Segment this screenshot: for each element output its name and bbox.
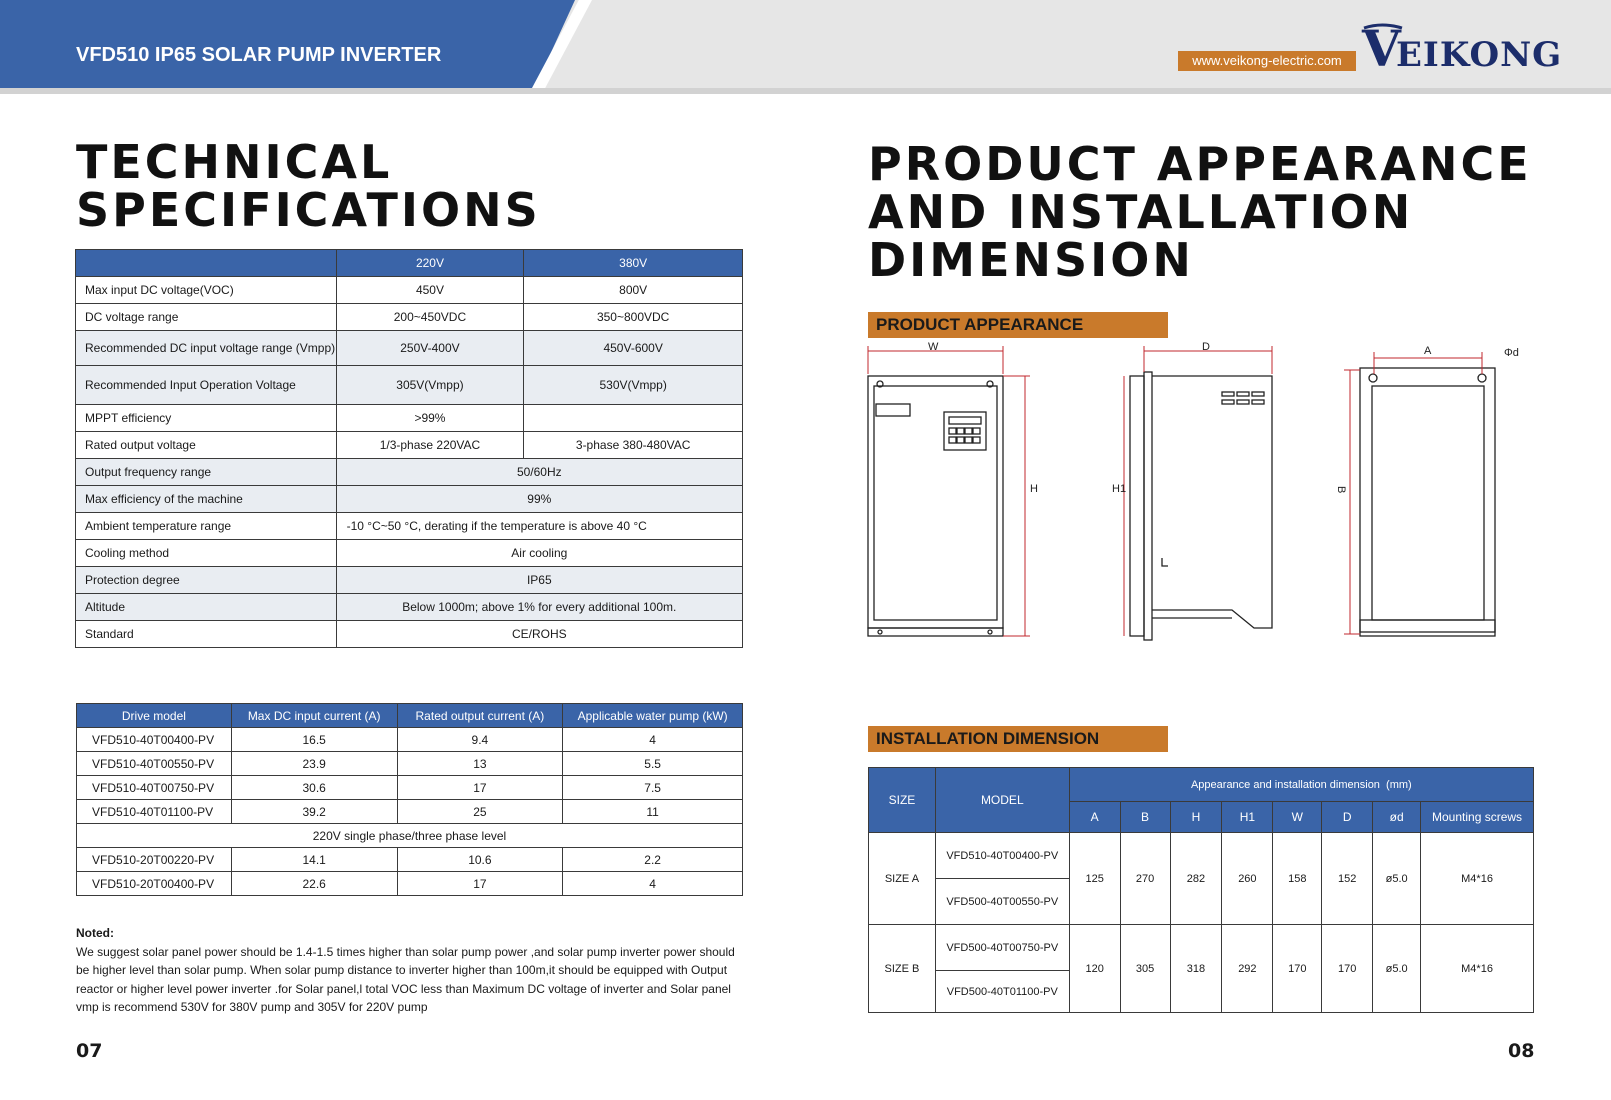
spec-label: Protection degree [76, 567, 337, 594]
header-divider [0, 88, 1611, 94]
specs-heading-line-1: TECHNICAL [76, 135, 393, 189]
appearance-heading-line-1: PRODUCT APPEARANCE [868, 137, 1532, 191]
model-cell: VFD500-40T00750-PV [935, 925, 1069, 971]
page-number-right: 08 [1508, 1040, 1535, 1062]
document-title: VFD510 IP65 SOLAR PUMP INVERTER [76, 44, 442, 66]
dim-label-d: D [1202, 341, 1210, 353]
spec-label: Max input DC voltage(VOC) [76, 277, 337, 304]
spec-label: MPPT efficiency [76, 405, 337, 432]
dim-value: 170 [1273, 925, 1322, 1013]
spec-label: Altitude [76, 594, 337, 621]
specs-heading-line-2: SPECIFICATIONS [76, 183, 541, 237]
installation-dimension-bar: INSTALLATION DIMENSION [868, 726, 1168, 752]
model-header: Drive model [77, 704, 232, 728]
dim-col-header: Mounting screws [1421, 802, 1534, 833]
spec-value: 350~800VDC [524, 304, 743, 331]
side-view-drawing [1130, 372, 1272, 640]
model-header: Max DC input current (A) [231, 704, 397, 728]
dim-value: 120 [1069, 925, 1120, 1013]
model-cell: VFD510-20T00220-PV [77, 848, 232, 872]
product-drawings [862, 341, 1542, 636]
spec-value: 250V-400V [336, 331, 524, 366]
dim-value: 270 [1120, 833, 1170, 925]
dim-value: 125 [1069, 833, 1120, 925]
dim-value: ø5.0 [1373, 833, 1421, 925]
spec-label: Standard [76, 621, 337, 648]
size-header: SIZE [869, 768, 936, 833]
spec-value: 1/3-phase 220VAC [336, 432, 524, 459]
model-cell: 17 [397, 872, 563, 896]
spec-value: 530V(Vmpp) [524, 366, 743, 405]
spec-value: -10 °C~50 °C, derating if the temperature is above 40 °C [336, 513, 742, 540]
dim-label-w: W [928, 341, 939, 353]
dim-col-header: B [1120, 802, 1170, 833]
appearance-heading-line-2: AND INSTALLATION [868, 185, 1414, 239]
model-cell: 4 [563, 872, 743, 896]
spec-value: >99% [336, 405, 524, 432]
model-cell: VFD510-40T01100-PV [77, 800, 232, 824]
front-view-drawing [868, 376, 1003, 636]
dim-value: 282 [1170, 833, 1222, 925]
table-row [77, 848, 743, 872]
dim-col-header: ød [1373, 802, 1421, 833]
dim-value: 292 [1222, 925, 1273, 1013]
model-cell: 25 [397, 800, 563, 824]
spec-value: Below 1000m; above 1% for every additional 100m. [336, 594, 742, 621]
spec-table [75, 249, 743, 648]
table-row [869, 925, 1534, 971]
note-title: Noted: [76, 926, 114, 940]
model-cell: 30.6 [231, 776, 397, 800]
model-cell: VFD510-40T00550-PV [77, 752, 232, 776]
model-header: Rated output current (A) [397, 704, 563, 728]
spec-label: Recommended DC input voltage range (Vmpp) [76, 331, 337, 366]
dimension-table [868, 767, 1534, 1013]
dim-value: 158 [1273, 833, 1322, 925]
spec-value: 99% [336, 486, 742, 513]
svg-text:EIKONG: EIKONG [1396, 35, 1563, 75]
spec-label: Cooling method [76, 540, 337, 567]
table-row [77, 752, 743, 776]
model-cell: VFD510-40T00400-PV [77, 728, 232, 752]
dim-col-header: H1 [1222, 802, 1273, 833]
dim-value: 152 [1322, 833, 1373, 925]
model-cell: 4 [563, 728, 743, 752]
spec-value: CE/ROHS [336, 621, 742, 648]
dim-label-h1: H1 [1112, 483, 1127, 495]
model-cell: 9.4 [397, 728, 563, 752]
dim-value: M4*16 [1421, 925, 1534, 1013]
model-cell: VFD510-40T00750-PV [77, 776, 232, 800]
dim-value: 305 [1120, 925, 1170, 1013]
model-cell: 22.6 [231, 872, 397, 896]
appearance-heading [868, 137, 1532, 287]
table-row [77, 776, 743, 800]
note-block [76, 924, 744, 1017]
model-cell: 5.5 [563, 752, 743, 776]
table-row [77, 800, 743, 824]
dim-col-header: H [1170, 802, 1222, 833]
spec-header-380v: 380V [524, 250, 743, 277]
model-cell: 10.6 [397, 848, 563, 872]
spec-label: Recommended Input Operation Voltage [76, 366, 337, 405]
veikong-logo [1362, 19, 1563, 78]
model-cell: 11 [563, 800, 743, 824]
size-cell: SIZE B [869, 925, 936, 1013]
svg-text:V: V [1362, 19, 1401, 78]
dim-value: M4*16 [1421, 833, 1534, 925]
dim-value: 170 [1322, 925, 1373, 1013]
dim-col-header: A [1069, 802, 1120, 833]
website-link[interactable]: www.veikong-electric.com [1178, 51, 1356, 71]
spec-value: 800V [524, 277, 743, 304]
spec-value: 450V [336, 277, 524, 304]
back-view-drawing [1360, 368, 1495, 636]
dim-col-header: W [1273, 802, 1322, 833]
model-header: Applicable water pump (kW) [563, 704, 743, 728]
model-cell: VFD500-40T01100-PV [935, 971, 1069, 1013]
dim-col-header: D [1322, 802, 1373, 833]
table-row [869, 833, 1534, 879]
spec-label: Output frequency range [76, 459, 337, 486]
spec-header-blank [76, 250, 337, 277]
size-cell: SIZE A [869, 833, 936, 925]
specs-heading [76, 135, 541, 237]
note-text: We suggest solar panel power should be 1.4-1.5 times higher than solar pump power ,and solar pump inverter power should be higher level than solar pump. When solar pump distance to inverter higher than 100m,it should be equipped with Output reactor or higher level power inverter .for Solar panel,l total VOC less than Maximum DC voltage of inverter and Solar panel vmp is recommend 530V for 380V pump and 305V for 220V pump [76, 944, 735, 1014]
model-cell: 7.5 [563, 776, 743, 800]
spec-label: Ambient temperature range [76, 513, 337, 540]
spec-value: 305V(Vmpp) [336, 366, 524, 405]
model-cell: 14.1 [231, 848, 397, 872]
appearance-heading-line-3: DIMENSION [868, 233, 1194, 287]
spec-header-220v: 220V [336, 250, 524, 277]
spec-value: IP65 [336, 567, 742, 594]
table-row [77, 872, 743, 896]
spec-value: 450V-600V [524, 331, 743, 366]
spec-label: Rated output voltage [76, 432, 337, 459]
dim-value: 260 [1222, 833, 1273, 925]
model-cell: 16.5 [231, 728, 397, 752]
spec-label: DC voltage range [76, 304, 337, 331]
model-subheader: 220V single phase/three phase level [77, 824, 743, 848]
table-row [77, 728, 743, 752]
spec-label: Max efficiency of the machine [76, 486, 337, 513]
model-cell: VFD500-40T00550-PV [935, 879, 1069, 925]
dim-label-b: B [1335, 486, 1347, 494]
model-cell: 23.9 [231, 752, 397, 776]
model-cell: 39.2 [231, 800, 397, 824]
model-cell: VFD510-40T00400-PV [935, 833, 1069, 879]
model-cell: 13 [397, 752, 563, 776]
dimension-group-header: Appearance and installation dimension (mm) [1069, 768, 1533, 802]
spec-value: Air cooling [336, 540, 742, 567]
dim-value: 318 [1170, 925, 1222, 1013]
spec-value: 50/60Hz [336, 459, 742, 486]
spec-value: 3-phase 380-480VAC [524, 432, 743, 459]
model-cell: 17 [397, 776, 563, 800]
dim-label-a: A [1424, 345, 1432, 357]
spec-value: 200~450VDC [336, 304, 524, 331]
model-cell: VFD510-20T00400-PV [77, 872, 232, 896]
dim-value: ø5.0 [1373, 925, 1421, 1013]
product-appearance-bar: PRODUCT APPEARANCE [868, 312, 1168, 338]
model-header: MODEL [935, 768, 1069, 833]
model-table [76, 703, 743, 896]
dim-label-h: H [1030, 483, 1038, 495]
model-cell: 2.2 [563, 848, 743, 872]
page-number-left: 07 [76, 1040, 103, 1062]
dim-label-phid: Φd [1504, 347, 1519, 359]
